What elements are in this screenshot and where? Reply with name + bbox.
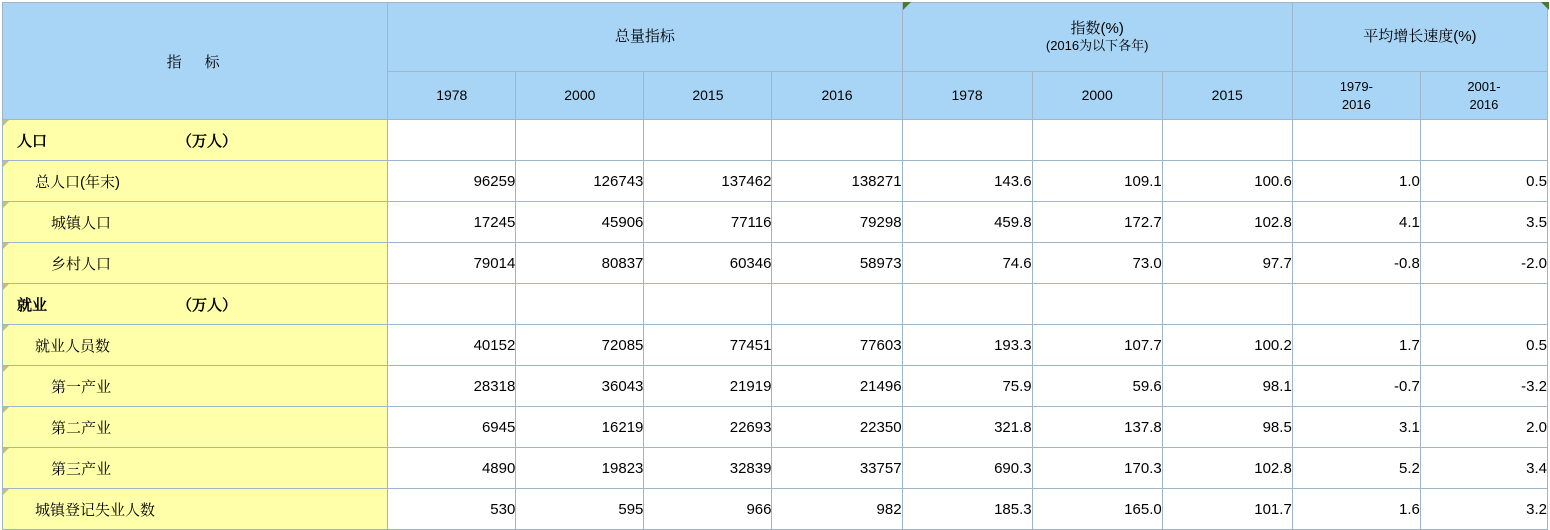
row-label: 乡村人口: [51, 255, 112, 273]
row-label: 就业人员数: [35, 337, 111, 355]
header-year-total-1978: 1978: [388, 72, 516, 120]
data-cell: 40152: [388, 325, 516, 366]
data-cell: 79298: [772, 202, 902, 243]
data-cell: 459.8: [902, 202, 1032, 243]
right-green-marker: [1541, 2, 1549, 10]
data-cell: 966: [644, 489, 772, 530]
fold-corner-icon: [3, 448, 9, 454]
empty-cell: [644, 284, 772, 325]
header-year-index-1978: 1978: [902, 72, 1032, 120]
row-label: 总人口(年末): [35, 173, 120, 191]
row-label-cell: [3, 202, 388, 243]
data-cell: 137462: [644, 161, 772, 202]
data-cell: 36043: [516, 366, 644, 407]
data-cell: 3.5: [1420, 202, 1547, 243]
empty-cell: [1292, 284, 1420, 325]
header-year-index-2015: 2015: [1162, 72, 1292, 120]
header-group-index: [902, 3, 1292, 72]
data-cell: 33757: [772, 448, 902, 489]
data-cell: 72085: [516, 325, 644, 366]
empty-cell: [772, 120, 902, 161]
data-cell: 102.8: [1162, 202, 1292, 243]
data-cell: 102.8: [1162, 448, 1292, 489]
data-cell: 98.5: [1162, 407, 1292, 448]
empty-cell: [644, 120, 772, 161]
empty-cell: [516, 120, 644, 161]
data-cell: 126743: [516, 161, 644, 202]
data-cell: 17245: [388, 202, 516, 243]
empty-cell: [902, 284, 1032, 325]
row-label: 第一产业: [51, 378, 112, 396]
row-label-cell: [3, 161, 388, 202]
data-cell: 982: [772, 489, 902, 530]
fold-corner-icon: [3, 325, 9, 331]
data-cell: 170.3: [1032, 448, 1162, 489]
empty-cell: [388, 120, 516, 161]
data-cell: 0.5: [1420, 161, 1547, 202]
data-cell: 193.3: [902, 325, 1032, 366]
table-row: [3, 448, 1548, 489]
header-year-index-2000: 2000: [1032, 72, 1162, 120]
fold-corner-icon: [3, 284, 9, 290]
data-cell: 79014: [388, 243, 516, 284]
row-label-cell: [3, 407, 388, 448]
data-cell: 58973: [772, 243, 902, 284]
fold-corner-icon: [3, 407, 9, 413]
fold-corner-icon: [3, 202, 9, 208]
row-label-cell: [3, 489, 388, 530]
data-cell: 595: [516, 489, 644, 530]
data-cell: 19823: [516, 448, 644, 489]
data-cell: 0.5: [1420, 325, 1547, 366]
row-label: 就业: [17, 296, 48, 314]
fold-corner-icon: [3, 120, 9, 126]
data-cell: 321.8: [902, 407, 1032, 448]
row-label: 城镇人口: [51, 214, 112, 232]
row-label: 人口: [17, 132, 48, 150]
row-label: 第三产业: [51, 460, 112, 478]
data-cell: 172.7: [1032, 202, 1162, 243]
table-row: [3, 120, 1548, 161]
header-year-total-2000: 2000: [516, 72, 644, 120]
table-row: [3, 325, 1548, 366]
data-cell: 185.3: [902, 489, 1032, 530]
data-cell: 22350: [772, 407, 902, 448]
empty-cell: [1032, 284, 1162, 325]
table-row: [3, 243, 1548, 284]
header-group-growth: 平均增长速度(%): [1292, 3, 1547, 72]
empty-cell: [516, 284, 644, 325]
empty-cell: [1420, 284, 1547, 325]
row-label-cell: [3, 243, 388, 284]
data-cell: 32839: [644, 448, 772, 489]
fold-corner-icon: [3, 243, 9, 249]
empty-cell: [1162, 284, 1292, 325]
data-cell: 5.2: [1292, 448, 1420, 489]
empty-cell: [772, 284, 902, 325]
table-body: [3, 120, 1548, 530]
row-label-cell: [3, 120, 388, 161]
data-cell: 100.2: [1162, 325, 1292, 366]
data-cell: 98.1: [1162, 366, 1292, 407]
statistics-table: [2, 2, 1548, 530]
empty-cell: [1162, 120, 1292, 161]
data-cell: 3.4: [1420, 448, 1547, 489]
top-green-marker: [903, 2, 911, 10]
data-cell: -0.7: [1292, 366, 1420, 407]
data-cell: 16219: [516, 407, 644, 448]
data-cell: 28318: [388, 366, 516, 407]
data-cell: 59.6: [1032, 366, 1162, 407]
data-cell: 143.6: [902, 161, 1032, 202]
table-row: [3, 489, 1548, 530]
table-row: [3, 161, 1548, 202]
data-cell: 1.7: [1292, 325, 1420, 366]
data-cell: 80837: [516, 243, 644, 284]
header-group-total: 总量指标: [388, 3, 902, 72]
data-cell: 109.1: [1032, 161, 1162, 202]
data-cell: 100.6: [1162, 161, 1292, 202]
fold-corner-icon: [3, 489, 9, 495]
row-label: 城镇登记失业人数: [35, 501, 156, 519]
row-label-cell: [3, 284, 388, 325]
data-cell: 45906: [516, 202, 644, 243]
table-header: [3, 3, 1548, 120]
data-cell: -3.2: [1420, 366, 1547, 407]
header-group-index-line1: 指数(%): [1070, 19, 1124, 37]
data-cell: 97.7: [1162, 243, 1292, 284]
data-cell: 138271: [772, 161, 902, 202]
empty-cell: [1032, 120, 1162, 161]
fold-corner-icon: [3, 366, 9, 372]
data-cell: 137.8: [1032, 407, 1162, 448]
data-cell: 107.7: [1032, 325, 1162, 366]
header-period-2001-2016: 2001- 2016: [1420, 72, 1547, 120]
data-cell: 101.7: [1162, 489, 1292, 530]
data-cell: 3.1: [1292, 407, 1420, 448]
table-row: [3, 202, 1548, 243]
data-cell: 165.0: [1032, 489, 1162, 530]
data-cell: 1.6: [1292, 489, 1420, 530]
data-cell: 530: [388, 489, 516, 530]
header-indicator: 指 标: [3, 3, 388, 120]
data-cell: 22693: [644, 407, 772, 448]
row-unit: （万人）: [177, 296, 238, 314]
row-unit: （万人）: [177, 132, 238, 150]
data-cell: 75.9: [902, 366, 1032, 407]
data-cell: 1.0: [1292, 161, 1420, 202]
data-cell: 3.2: [1420, 489, 1547, 530]
data-cell: 73.0: [1032, 243, 1162, 284]
data-cell: 77603: [772, 325, 902, 366]
data-cell: 77116: [644, 202, 772, 243]
table-row: [3, 366, 1548, 407]
data-cell: 96259: [388, 161, 516, 202]
data-cell: 4.1: [1292, 202, 1420, 243]
header-period-1979-2016: 1979- 2016: [1292, 72, 1420, 120]
data-cell: 690.3: [902, 448, 1032, 489]
header-group-index-line2: (2016为以下各年): [1045, 38, 1149, 54]
row-label-cell: [3, 448, 388, 489]
empty-cell: [388, 284, 516, 325]
data-cell: 2.0: [1420, 407, 1547, 448]
table-row: [3, 407, 1548, 448]
data-cell: 74.6: [902, 243, 1032, 284]
data-cell: -2.0: [1420, 243, 1547, 284]
header-year-total-2015: 2015: [644, 72, 772, 120]
table-row: [3, 284, 1548, 325]
empty-cell: [1292, 120, 1420, 161]
data-cell: 21496: [772, 366, 902, 407]
data-cell: 60346: [644, 243, 772, 284]
data-cell: 6945: [388, 407, 516, 448]
row-label: 第二产业: [51, 419, 112, 437]
empty-cell: [902, 120, 1032, 161]
row-label-cell: [3, 325, 388, 366]
empty-cell: [1420, 120, 1547, 161]
data-cell: 4890: [388, 448, 516, 489]
data-cell: 21919: [644, 366, 772, 407]
row-label-cell: [3, 366, 388, 407]
data-cell: -0.8: [1292, 243, 1420, 284]
header-year-total-2016: 2016: [772, 72, 902, 120]
data-cell: 77451: [644, 325, 772, 366]
fold-corner-icon: [3, 161, 9, 167]
